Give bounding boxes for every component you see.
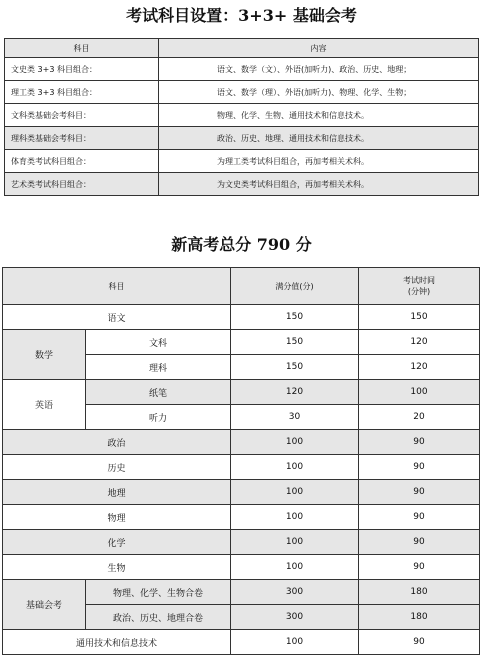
subject-name: 语文 (3, 305, 231, 330)
score-value: 100 (231, 630, 359, 655)
header-subject: 科目 (5, 39, 159, 58)
subject-name: 化学 (3, 530, 231, 555)
group-name: 英语 (3, 380, 86, 430)
header-content: 内容 (159, 39, 479, 58)
subject-setup-table (4, 38, 479, 196)
table-row (5, 104, 479, 127)
table-row (3, 580, 480, 605)
time-value: 100 (359, 380, 480, 405)
header-time (359, 268, 480, 305)
row-content: 为理工类考试科目组合，再加考相关术科。 (159, 150, 479, 173)
table-row (5, 150, 479, 173)
score-value: 150 (231, 330, 359, 355)
table-row (3, 305, 480, 330)
time-value: 120 (359, 330, 480, 355)
time-value: 120 (359, 355, 480, 380)
group-name: 数学 (3, 330, 86, 380)
row-subject: 文科类基础会考科目： (5, 104, 159, 127)
subject-name: 生物 (3, 555, 231, 580)
score-value: 120 (231, 380, 359, 405)
header-time-line1: 考试时间 (403, 276, 435, 285)
group-name: 基础会考 (3, 580, 86, 630)
time-value: 90 (359, 630, 480, 655)
score-value: 100 (231, 455, 359, 480)
subject-name: 历史 (3, 455, 231, 480)
time-value: 90 (359, 530, 480, 555)
time-value: 90 (359, 480, 480, 505)
table-row (3, 630, 480, 655)
table-row (3, 505, 480, 530)
score-value: 150 (231, 305, 359, 330)
row-subject: 文史类 3+3 科目组合： (5, 58, 159, 81)
score-value: 300 (231, 580, 359, 605)
score-table (2, 267, 480, 655)
time-value: 150 (359, 305, 480, 330)
time-value: 20 (359, 405, 480, 430)
score-value: 100 (231, 505, 359, 530)
subject-name: 物理 (3, 505, 231, 530)
section1-title: 考试科目设置：3+3+ 基础会考 (126, 6, 357, 25)
table-row (3, 330, 480, 355)
subject-name: 地理 (3, 480, 231, 505)
score-value: 100 (231, 555, 359, 580)
table-row (3, 480, 480, 505)
section2-title: 新高考总分 790 分 (171, 235, 312, 254)
time-value: 90 (359, 430, 480, 455)
subject-name: 物理、化学、生物合卷 (86, 580, 231, 605)
subject-name: 政治、历史、地理合卷 (86, 605, 231, 630)
table-row (5, 127, 479, 150)
row-content: 为文史类考试科目组合，再加考相关术科。 (159, 173, 479, 196)
table-header-row (3, 268, 480, 305)
row-content: 语文、数学（理）、外语(加听力)、物理、化学、生物； (159, 81, 479, 104)
time-value: 90 (359, 455, 480, 480)
row-subject: 理科类基础会考科目： (5, 127, 159, 150)
table-row (3, 380, 480, 405)
subject-name: 纸笔 (86, 380, 231, 405)
table-row (5, 173, 479, 196)
row-subject: 艺术类考试科目组合： (5, 173, 159, 196)
subject-name: 理科 (86, 355, 231, 380)
header-subject: 科目 (3, 268, 231, 305)
score-value: 30 (231, 405, 359, 430)
score-value: 100 (231, 530, 359, 555)
row-content: 政治、历史、地理、通用技术和信息技术。 (159, 127, 479, 150)
subject-name: 听力 (86, 405, 231, 430)
table-header-row (5, 39, 479, 58)
table-row (3, 430, 480, 455)
header-time-line2: (分钟) (407, 287, 431, 296)
row-subject: 理工类 3+3 科目组合： (5, 81, 159, 104)
row-subject: 体育类考试科目组合： (5, 150, 159, 173)
time-value: 180 (359, 580, 480, 605)
score-value: 100 (231, 430, 359, 455)
time-value: 180 (359, 605, 480, 630)
score-value: 300 (231, 605, 359, 630)
row-content: 物理、化学、生物、通用技术和信息技术。 (159, 104, 479, 127)
time-value: 90 (359, 505, 480, 530)
subject-name: 通用技术和信息技术 (3, 630, 231, 655)
score-value: 150 (231, 355, 359, 380)
table-row (5, 58, 479, 81)
row-content: 语文、数学（文）、外语(加听力)、政治、历史、地理； (159, 58, 479, 81)
score-value: 100 (231, 480, 359, 505)
table-row (5, 81, 479, 104)
table-row (3, 455, 480, 480)
header-score: 满分值(分) (231, 268, 359, 305)
table-row (3, 530, 480, 555)
table-row (3, 555, 480, 580)
time-value: 90 (359, 555, 480, 580)
subject-name: 政治 (3, 430, 231, 455)
subject-name: 文科 (86, 330, 231, 355)
